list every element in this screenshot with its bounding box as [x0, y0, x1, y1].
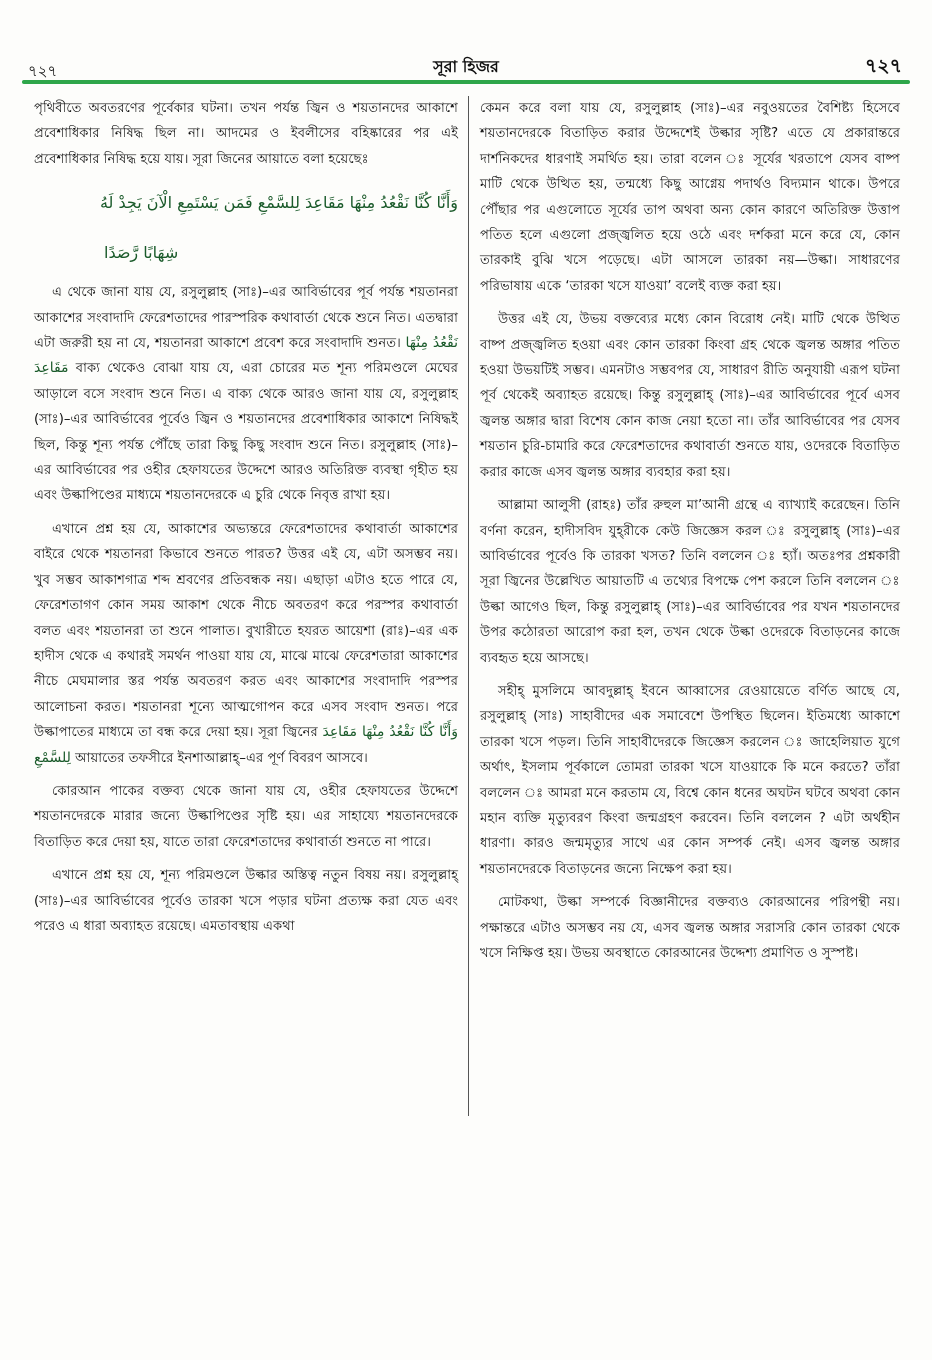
inline-arabic: نَقْعُدُ مِنْهَا مَقَاعِدَ [34, 335, 458, 377]
paragraph: সহীহ্ মুসলিমে আবদুল্লাহ্ ইবনে আব্বাসের রেওয়ায়েতে বর্ণিত আছে যে, রসুলুল্লাহ্ (সাঃ) সাহাবীদের এক সমাবেশে উপস্থিত ছিলেন। ইতিমধ্যে আকাশে তারকা খসে পড়ল। তিনি সাহাবীদেরকে জিজ্ঞেস করলেন ঃ জাহেলিয়াত যুগে অর্থাৎ, ইসলাম পূর্বকালে তোমরা তারকা খসে যাওয়াকে কি মনে করতে? তাঁরা বললেন ঃ আমরা মনে করতাম যে, বিশ্বে কোন ধনের অঘটন ঘটবে অথবা কোন মহান ব্যক্তি মৃত্যুবরণ কিংবা জন্মগ্রহণ করবেন। তিনি বললেন ? এটা অর্থহীন ধারণা। কারও জন্মমৃত্যুর সাথে এর কোন সম্পর্ক নেই। এসব জ্বলন্ত অঙ্গার শয়তানদেরকে বিতাড়নের জন্যে নিক্ষেপ করা হয়। [480, 683, 900, 877]
arabic-verse: وَأَنَّا كُنَّا نَقْعُدُ مِنْهَا مَقَاعِدَ لِلسَّمْعِ فَمَن يَسْتَمِعِ الْآنَ يَجِدْ لَهُ [99, 193, 458, 213]
left-column [34, 96, 458, 947]
column-divider [468, 96, 469, 1116]
paragraph-text: আয়াতের তফসীরে ইনশাআল্লাহ্‌–এর পূর্ণ বিবরণ আসবে। [75, 750, 368, 766]
inline-arabic: نَقْعُدُ مِنْهَا مَقَاعِدَ لِلسَّمْعِ [34, 724, 415, 766]
paragraph: মোটকথা, উল্কা সম্পর্কে বিজ্ঞানীদের বক্তব্যও কোরআনের পরিপন্থী নয়। পক্ষান্তরে এটাও অসম্ভব নয় যে, এসব জ্বলন্ত অঙ্গার সরাসরি কোন তারকা থেকে খসে নিক্ষিপ্ত হয়। উভয় অবস্থাতে কোরআনের উদ্দেশ্য প্রমাণিত ও সুস্পষ্ট। [480, 895, 900, 961]
paragraph: উত্তর এই যে, উভয় বক্তব্যের মধ্যে কোন বিরোধ নেই। মাটি থেকে উত্থিত বাষ্প প্রজ্জ্বলিত হওয়া এবং কোন তারকা কিংবা গ্রহ থেকে জ্বলন্ত অঙ্গার পতিত হওয়া উভয়টিই সম্ভব। এমনটাও সম্ভবপর যে, সাধারণ রীতি অনুযায়ী এরূপ ঘটনা পূর্ব থেকেই অব্যাহত রয়েছে। কিন্তু রসুলুল্লাহ্ (সাঃ)–এর আবির্ভাবের পূর্বে এসব জ্বলন্ত অঙ্গার দ্বারা বিশেষ কোন কাজ নেয়া হতো না। তাঁর আবির্ভাবের পর যেসব শয়তান চুরি-চামারি করে ফেরেশতাদের কথাবার্তা শুনতে যায়, ওদেরকে বিতাড়িত করার কাজে এসব জ্বলন্ত অঙ্গার ব্যবহার করা হয়। [480, 312, 900, 480]
page-header [22, 48, 910, 78]
running-head-title: সূরা হিজর [433, 57, 499, 76]
paragraph-text: এ থেকে জানা যায় যে, রসুলুল্লাহ (সাঃ)–এর আবির্ভাবের পূর্ব পর্যন্ত শয়তানরা আকাশের সংবাদাদি ফেরেশতাদের পারস্পরিক কথাবার্তা থেকে শুনে নিত। এতদ্বারা এটা জরুরী হয় না যে, শয়তানরা আকাশে প্রবেশ করে সংবাদাদি শুনত। [34, 285, 458, 352]
arabic-verse-continued: شِهَابًا رَّصَدًا [104, 243, 179, 263]
paragraph-text: বাক্য থেকেও বোঝা যায় যে, এরা চোরের মত শূন্য পরিমণ্ডলে মেঘের আড়ালে বসে সংবাদ শুনে নিত। এ বাক্য থেকে আরও জানা যায় যে, রসুলুল্লাহ (সাঃ)–এর আবির্ভাবের পূর্বেও জ্বিন ও শয়তানদের প্রবেশাধিকার আকাশে নিষিদ্ধই ছিল, কিন্তু শূন্য পর্যন্ত পৌঁছে তারা কিছু কিছু সংবাদ শুনে নিত। রসুলুল্লাহ (সাঃ)–এর আবির্ভাবের পর ওহীর হেফাযতের উদ্দেশে আরও অতিরিক্ত ব্যবস্থা গৃহীত হয় এবং উল্কাপিণ্ডের মাধ্যমে শয়তানদেরকে এ চুরি থেকে নিবৃত্ত রাখা হয়। [34, 361, 458, 504]
paragraph-text: এখানে প্রশ্ন হয় যে, আকাশের অভ্যন্তরে ফেরেশতাদের কথাবার্তা আকাশের বাইরে থেকে শয়তানরা কিভাবে শুনতে পারত? উত্তর এই যে, এটা অসম্ভব নয়। খুব সম্ভব আকাশগাত্র শব্দ শ্রবণের প্রতিবন্ধক নয়। এছাড়া এটাও হতে পারে যে, ফেরেশতাগণ কোন সময় আকাশ থেকে নীচে অবতরণ করে পরস্পর কথাবার্তা বলত এবং শয়তানরা তা শুনে পালাত। বুখারীতে হযরত আয়েশা (রাঃ)–এর এক হাদীস থেকে এ কথারই সমর্থন পাওয়া যায় যে, মাঝে মাঝে ফেরেশতারা আকাশের নীচে মেঘমালার স্তর পর্যন্ত অবতরণ করত এবং আকাশের সংবাদাদি পরস্পর আলোচনা করত। শয়তানরা শূন্যে আত্মগোপন করে এসব সংবাদ শুনত। পরে উল্কাপাতের মাধ্যমে তা বন্ধ করে দেয়া হয়। সূরা জ্বিনের [34, 521, 458, 741]
paragraph [34, 517, 458, 771]
paragraph: কোরআন পাকের বক্তব্য থেকে জানা যায় যে, ওহীর হেফাযতের উদ্দেশে শয়তানদেরকে মারার জন্যে উল্কাপিণ্ডের সৃষ্টি হয়। এর সাহায্যে শয়তানদেরকে বিতাড়িত করে দেয়া হয়, যাতে তারা ফেরেশতাদের কথাবার্তা শুনতে না পারে। [34, 783, 458, 850]
page-number-left: ৭২৭ [28, 62, 58, 80]
header-rule [22, 80, 910, 84]
paragraph: কেমন করে বলা যায় যে, রসুলুল্লাহ (সাঃ)–এর নবুওয়তের বৈশিষ্ট্য হিসেবে শয়তানদেরকে বিতাড়িত করার উদ্দেশেই উল্কার সৃষ্টি? এতে যে প্রকারান্তরে দার্শনিকদের ধারণাই সমর্থিত হয়। তারা বলেন ঃ সূর্যের খরতাপে যেসব বাষ্প মাটি থেকে উত্থিত হয়, তন্মধ্যে কিছু আগ্নেয় পদার্থও বিদ্যমান থাকে। উপরে পৌঁছার পর এগুলোতে সূর্যের তাপ অথবা অন্য কোন কারণে অতিরিক্ত উত্তাপ পতিত হলে এগুলো প্রজ্জ্বলিত হয়ে ওঠে এবং দর্শকরা মনে করে যে, কোন তারকাই বুঝি খসে পড়েছে। এটা আসলে তারকা নয়—উল্কা। সাধারণের পরিভাষায় একে ‘তারকা খসে যাওয়া’ বলেই ব্যক্ত করা হয়। [480, 101, 900, 294]
paragraph: আল্লামা আলুসী (রাহঃ) তাঁর রুহুল মা’আনী গ্রন্থে এ ব্যাখ্যাই করেছেন। তিনি বর্ণনা করেন, হাদীসবিদ যুহ্‌রীকে কেউ জিজ্ঞেস করল ঃ রসুলুল্লাহ্ (সাঃ)–এর আবির্ভাবের পূর্বেও কি তারকা খসত? তিনি বললেন ঃ হ্যাঁ। অতঃপর প্রশ্নকারী সূরা জ্বিনের উল্লেখিত আয়াতটি এ তথ্যের বিপক্ষে পেশ করলে তিনি বললেন ঃ উল্কা আগেও ছিল, কিন্তু রসুলুল্লাহ্ (সাঃ)–এর আবির্ভাবের পর যখন শয়তানদের উপর কঠোরতা আরোপ করা হল, তখন থেকে উল্কা ওদেরকে বিতাড়নের কাজে ব্যবহৃত হয়ে আসছে। [480, 498, 900, 666]
paragraph: এখানে প্রশ্ন হয় যে, শূন্য পরিমণ্ডলে উল্কার অস্তিত্ব নতুন বিষয় নয়। রসুলুল্লাহ্ (সাঃ)–এর আবির্ভাবের পূর্বেও তারকা খসে পড়ার ঘটনা প্রত্যক্ষ করা যেত এবং পরেও এ ধারা অব্যাহত রয়েছে। এমতাবস্থায় একথা [34, 868, 458, 934]
right-column [480, 96, 900, 974]
paragraph: পৃথিবীতে অবতরণের পূর্বেকার ঘটনা। তখন পর্যন্ত জ্বিন ও শয়তানদের আকাশে প্রবেশাধিকার নিষিদ্ধ ছিল না। আদমের ও ইবলীসের বহিষ্কারের পর এই প্রবেশাধিকার নিষিদ্ধ হয়ে যায়। সূরা জিনের আয়াতে বলা হয়েছেঃ [34, 101, 458, 167]
paragraph [34, 280, 458, 509]
page-number-right: ৭২৭ [864, 55, 902, 77]
inline-arabic: وَأَنَّا كُنَّا [419, 724, 458, 741]
